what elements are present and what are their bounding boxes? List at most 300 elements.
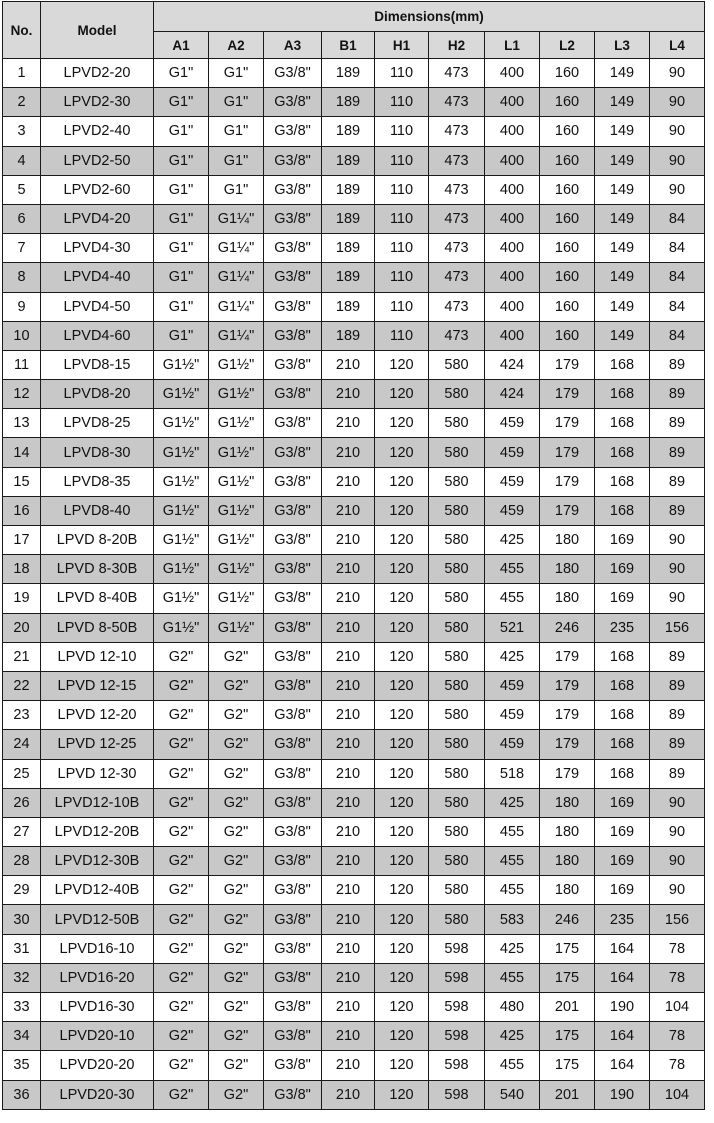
cell-a2: G1½" — [209, 496, 264, 525]
cell-l3: 164 — [595, 1022, 650, 1051]
cell-h1: 120 — [375, 438, 429, 467]
cell-a3: G3/8" — [264, 671, 322, 700]
table-row — [3, 993, 705, 1022]
cell-model: LPVD12-30B — [41, 847, 154, 876]
cell-l2: 180 — [540, 788, 595, 817]
cell-h1: 120 — [375, 380, 429, 409]
cell-l3: 168 — [595, 438, 650, 467]
cell-h1: 120 — [375, 876, 429, 905]
table-row — [3, 934, 705, 963]
cell-no: 28 — [3, 847, 41, 876]
cell-l1: 455 — [485, 847, 540, 876]
cell-l3: 168 — [595, 642, 650, 671]
cell-a2: G2" — [209, 759, 264, 788]
cell-l2: 160 — [540, 234, 595, 263]
cell-b1: 210 — [322, 847, 375, 876]
cell-b1: 210 — [322, 817, 375, 846]
cell-no: 34 — [3, 1022, 41, 1051]
cell-model: LPVD12-50B — [41, 905, 154, 934]
cell-l4: 90 — [650, 555, 705, 584]
cell-l1: 400 — [485, 146, 540, 175]
cell-no: 11 — [3, 350, 41, 379]
cell-a2: G2" — [209, 671, 264, 700]
cell-a3: G3/8" — [264, 117, 322, 146]
cell-l1: 459 — [485, 496, 540, 525]
cell-a3: G3/8" — [264, 292, 322, 321]
cell-no: 26 — [3, 788, 41, 817]
cell-l4: 90 — [650, 817, 705, 846]
cell-b1: 210 — [322, 380, 375, 409]
cell-l1: 400 — [485, 292, 540, 321]
cell-a1: G2" — [154, 1051, 209, 1080]
cell-a2: G2" — [209, 701, 264, 730]
cell-l1: 425 — [485, 642, 540, 671]
cell-l4: 89 — [650, 642, 705, 671]
header-a3: A3 — [264, 32, 322, 59]
cell-a2: G2" — [209, 642, 264, 671]
cell-a2: G1" — [209, 88, 264, 117]
cell-b1: 210 — [322, 438, 375, 467]
table-row — [3, 526, 705, 555]
cell-no: 18 — [3, 555, 41, 584]
cell-l1: 400 — [485, 175, 540, 204]
cell-l1: 425 — [485, 526, 540, 555]
cell-model: LPVD 12-10 — [41, 642, 154, 671]
cell-h1: 120 — [375, 409, 429, 438]
header-model: Model — [41, 2, 154, 59]
cell-l2: 179 — [540, 496, 595, 525]
cell-h1: 120 — [375, 526, 429, 555]
cell-l4: 156 — [650, 613, 705, 642]
cell-no: 1 — [3, 59, 41, 88]
cell-l1: 400 — [485, 204, 540, 233]
cell-l2: 179 — [540, 380, 595, 409]
cell-l3: 149 — [595, 292, 650, 321]
cell-l3: 168 — [595, 730, 650, 759]
cell-l3: 149 — [595, 321, 650, 350]
table-row — [3, 380, 705, 409]
cell-no: 8 — [3, 263, 41, 292]
cell-a3: G3/8" — [264, 993, 322, 1022]
cell-l4: 89 — [650, 438, 705, 467]
cell-l1: 521 — [485, 613, 540, 642]
cell-a2: G2" — [209, 730, 264, 759]
cell-h1: 110 — [375, 117, 429, 146]
cell-h2: 580 — [429, 759, 485, 788]
cell-l3: 149 — [595, 234, 650, 263]
cell-l1: 400 — [485, 234, 540, 263]
cell-l4: 89 — [650, 350, 705, 379]
cell-no: 24 — [3, 730, 41, 759]
cell-a1: G2" — [154, 671, 209, 700]
cell-h1: 120 — [375, 759, 429, 788]
cell-a2: G2" — [209, 1051, 264, 1080]
cell-a3: G3/8" — [264, 496, 322, 525]
cell-a3: G3/8" — [264, 613, 322, 642]
cell-a3: G3/8" — [264, 350, 322, 379]
table-row — [3, 817, 705, 846]
cell-no: 33 — [3, 993, 41, 1022]
cell-a2: G1½" — [209, 526, 264, 555]
cell-l2: 175 — [540, 1051, 595, 1080]
cell-a2: G2" — [209, 817, 264, 846]
cell-l4: 84 — [650, 292, 705, 321]
header-b1: B1 — [322, 32, 375, 59]
header-l2: L2 — [540, 32, 595, 59]
cell-l4: 89 — [650, 380, 705, 409]
cell-l4: 89 — [650, 730, 705, 759]
cell-a1: G1" — [154, 175, 209, 204]
cell-model: LPVD 12-15 — [41, 671, 154, 700]
cell-h2: 580 — [429, 380, 485, 409]
cell-model: LPVD2-30 — [41, 88, 154, 117]
cell-a3: G3/8" — [264, 817, 322, 846]
cell-b1: 210 — [322, 671, 375, 700]
table-body — [3, 59, 705, 1110]
cell-a1: G1" — [154, 146, 209, 175]
cell-l3: 149 — [595, 204, 650, 233]
cell-a1: G2" — [154, 788, 209, 817]
cell-h1: 110 — [375, 146, 429, 175]
header-l4: L4 — [650, 32, 705, 59]
cell-model: LPVD8-20 — [41, 380, 154, 409]
cell-a1: G2" — [154, 847, 209, 876]
cell-l2: 179 — [540, 438, 595, 467]
cell-l3: 235 — [595, 905, 650, 934]
cell-a1: G1½" — [154, 438, 209, 467]
cell-l2: 160 — [540, 204, 595, 233]
cell-a2: G2" — [209, 788, 264, 817]
cell-b1: 189 — [322, 175, 375, 204]
cell-a2: G1" — [209, 59, 264, 88]
cell-l4: 90 — [650, 117, 705, 146]
cell-l2: 160 — [540, 59, 595, 88]
cell-b1: 189 — [322, 234, 375, 263]
cell-l4: 89 — [650, 671, 705, 700]
cell-h1: 120 — [375, 555, 429, 584]
cell-a2: G1" — [209, 117, 264, 146]
cell-l3: 164 — [595, 963, 650, 992]
cell-l4: 90 — [650, 847, 705, 876]
cell-no: 23 — [3, 701, 41, 730]
cell-l3: 235 — [595, 613, 650, 642]
cell-l2: 201 — [540, 1080, 595, 1109]
cell-h1: 120 — [375, 701, 429, 730]
table-row — [3, 730, 705, 759]
cell-model: LPVD16-10 — [41, 934, 154, 963]
cell-a3: G3/8" — [264, 934, 322, 963]
cell-l4: 84 — [650, 234, 705, 263]
cell-model: LPVD 12-25 — [41, 730, 154, 759]
cell-l1: 459 — [485, 409, 540, 438]
cell-l4: 90 — [650, 526, 705, 555]
cell-h1: 120 — [375, 1022, 429, 1051]
cell-a1: G2" — [154, 905, 209, 934]
cell-l2: 179 — [540, 730, 595, 759]
cell-h1: 110 — [375, 292, 429, 321]
cell-l4: 89 — [650, 409, 705, 438]
cell-l3: 168 — [595, 496, 650, 525]
cell-h1: 110 — [375, 59, 429, 88]
cell-l2: 179 — [540, 467, 595, 496]
cell-h2: 598 — [429, 1051, 485, 1080]
cell-a3: G3/8" — [264, 321, 322, 350]
cell-l2: 175 — [540, 934, 595, 963]
cell-l1: 400 — [485, 263, 540, 292]
cell-l4: 90 — [650, 876, 705, 905]
cell-a2: G2" — [209, 934, 264, 963]
table-row — [3, 701, 705, 730]
cell-b1: 189 — [322, 263, 375, 292]
cell-model: LPVD8-40 — [41, 496, 154, 525]
cell-no: 21 — [3, 642, 41, 671]
table-row — [3, 234, 705, 263]
cell-no: 3 — [3, 117, 41, 146]
cell-h1: 120 — [375, 613, 429, 642]
cell-a1: G1" — [154, 321, 209, 350]
cell-l1: 455 — [485, 555, 540, 584]
table-row — [3, 963, 705, 992]
cell-l3: 149 — [595, 88, 650, 117]
cell-a2: G2" — [209, 1022, 264, 1051]
cell-h1: 120 — [375, 496, 429, 525]
cell-a3: G3/8" — [264, 642, 322, 671]
cell-a1: G1½" — [154, 496, 209, 525]
cell-l3: 169 — [595, 817, 650, 846]
cell-model: LPVD4-30 — [41, 234, 154, 263]
cell-a1: G2" — [154, 1022, 209, 1051]
cell-a2: G1" — [209, 175, 264, 204]
cell-h1: 120 — [375, 350, 429, 379]
cell-b1: 210 — [322, 642, 375, 671]
cell-a2: G1½" — [209, 613, 264, 642]
table-row — [3, 146, 705, 175]
cell-b1: 210 — [322, 526, 375, 555]
cell-b1: 210 — [322, 934, 375, 963]
cell-l3: 168 — [595, 759, 650, 788]
cell-a1: G2" — [154, 963, 209, 992]
cell-a1: G1½" — [154, 409, 209, 438]
cell-model: LPVD12-40B — [41, 876, 154, 905]
cell-h2: 580 — [429, 409, 485, 438]
cell-a2: G1½" — [209, 467, 264, 496]
cell-a2: G1½" — [209, 584, 264, 613]
cell-l3: 164 — [595, 1051, 650, 1080]
cell-a3: G3/8" — [264, 1051, 322, 1080]
cell-b1: 210 — [322, 905, 375, 934]
cell-a2: G1¼" — [209, 263, 264, 292]
cell-h1: 120 — [375, 934, 429, 963]
cell-a2: G1½" — [209, 380, 264, 409]
cell-a3: G3/8" — [264, 175, 322, 204]
cell-l1: 400 — [485, 88, 540, 117]
table-row — [3, 905, 705, 934]
header-l1: L1 — [485, 32, 540, 59]
cell-a1: G2" — [154, 993, 209, 1022]
table-row — [3, 788, 705, 817]
cell-a1: G1½" — [154, 555, 209, 584]
cell-l3: 190 — [595, 1080, 650, 1109]
cell-a2: G1½" — [209, 438, 264, 467]
cell-a2: G2" — [209, 963, 264, 992]
cell-h2: 473 — [429, 88, 485, 117]
cell-l4: 89 — [650, 467, 705, 496]
cell-b1: 210 — [322, 467, 375, 496]
cell-no: 25 — [3, 759, 41, 788]
header-dimensions: Dimensions(mm) — [154, 2, 705, 32]
cell-no: 13 — [3, 409, 41, 438]
table-row — [3, 59, 705, 88]
cell-h1: 120 — [375, 730, 429, 759]
cell-l4: 78 — [650, 934, 705, 963]
cell-h1: 110 — [375, 263, 429, 292]
cell-l4: 104 — [650, 993, 705, 1022]
cell-l1: 583 — [485, 905, 540, 934]
cell-model: LPVD 12-30 — [41, 759, 154, 788]
table-row — [3, 204, 705, 233]
cell-model: LPVD2-20 — [41, 59, 154, 88]
cell-model: LPVD20-10 — [41, 1022, 154, 1051]
cell-l1: 455 — [485, 963, 540, 992]
cell-no: 4 — [3, 146, 41, 175]
cell-l2: 160 — [540, 321, 595, 350]
cell-a3: G3/8" — [264, 876, 322, 905]
table-row — [3, 438, 705, 467]
cell-a3: G3/8" — [264, 380, 322, 409]
cell-l4: 89 — [650, 759, 705, 788]
cell-b1: 189 — [322, 59, 375, 88]
cell-l2: 160 — [540, 88, 595, 117]
cell-a1: G1" — [154, 117, 209, 146]
cell-l2: 246 — [540, 613, 595, 642]
cell-a3: G3/8" — [264, 409, 322, 438]
cell-l3: 149 — [595, 175, 650, 204]
table-row — [3, 613, 705, 642]
cell-a2: G2" — [209, 847, 264, 876]
cell-l1: 540 — [485, 1080, 540, 1109]
cell-no: 10 — [3, 321, 41, 350]
cell-no: 16 — [3, 496, 41, 525]
cell-no: 2 — [3, 88, 41, 117]
cell-h1: 110 — [375, 204, 429, 233]
cell-l2: 160 — [540, 146, 595, 175]
cell-l1: 459 — [485, 438, 540, 467]
cell-no: 14 — [3, 438, 41, 467]
cell-a1: G2" — [154, 1080, 209, 1109]
cell-a3: G3/8" — [264, 234, 322, 263]
cell-h2: 580 — [429, 438, 485, 467]
cell-a1: G2" — [154, 701, 209, 730]
cell-l3: 169 — [595, 584, 650, 613]
cell-a1: G1" — [154, 234, 209, 263]
cell-model: LPVD4-40 — [41, 263, 154, 292]
cell-h1: 110 — [375, 321, 429, 350]
cell-model: LPVD8-15 — [41, 350, 154, 379]
cell-l1: 459 — [485, 671, 540, 700]
cell-l4: 89 — [650, 496, 705, 525]
table-header — [3, 2, 705, 59]
cell-l4: 78 — [650, 1051, 705, 1080]
table-row — [3, 496, 705, 525]
cell-model: LPVD 8-20B — [41, 526, 154, 555]
cell-l4: 90 — [650, 175, 705, 204]
cell-no: 19 — [3, 584, 41, 613]
cell-h1: 120 — [375, 467, 429, 496]
cell-b1: 210 — [322, 613, 375, 642]
table-row — [3, 1080, 705, 1109]
cell-a3: G3/8" — [264, 263, 322, 292]
cell-model: LPVD2-60 — [41, 175, 154, 204]
cell-b1: 210 — [322, 730, 375, 759]
cell-no: 36 — [3, 1080, 41, 1109]
cell-l1: 459 — [485, 467, 540, 496]
cell-a3: G3/8" — [264, 438, 322, 467]
cell-l3: 168 — [595, 671, 650, 700]
cell-b1: 189 — [322, 146, 375, 175]
cell-model: LPVD4-60 — [41, 321, 154, 350]
header-h1: H1 — [375, 32, 429, 59]
cell-a3: G3/8" — [264, 788, 322, 817]
cell-h2: 580 — [429, 526, 485, 555]
cell-a3: G3/8" — [264, 701, 322, 730]
cell-h2: 580 — [429, 613, 485, 642]
cell-h1: 120 — [375, 817, 429, 846]
cell-l3: 164 — [595, 934, 650, 963]
cell-h2: 598 — [429, 934, 485, 963]
cell-l2: 180 — [540, 555, 595, 584]
cell-model: LPVD 8-30B — [41, 555, 154, 584]
cell-a2: G2" — [209, 876, 264, 905]
cell-no: 35 — [3, 1051, 41, 1080]
cell-model: LPVD8-35 — [41, 467, 154, 496]
cell-h1: 120 — [375, 788, 429, 817]
cell-l1: 455 — [485, 1051, 540, 1080]
cell-l4: 90 — [650, 788, 705, 817]
cell-l1: 424 — [485, 350, 540, 379]
cell-h1: 120 — [375, 993, 429, 1022]
table-row — [3, 1022, 705, 1051]
table-row — [3, 467, 705, 496]
cell-a3: G3/8" — [264, 1080, 322, 1109]
table-row — [3, 555, 705, 584]
cell-l1: 455 — [485, 584, 540, 613]
table-row — [3, 263, 705, 292]
cell-l3: 149 — [595, 146, 650, 175]
table-row — [3, 409, 705, 438]
cell-l3: 169 — [595, 788, 650, 817]
cell-h2: 473 — [429, 204, 485, 233]
cell-a3: G3/8" — [264, 204, 322, 233]
cell-b1: 210 — [322, 1080, 375, 1109]
cell-a3: G3/8" — [264, 526, 322, 555]
cell-h2: 473 — [429, 234, 485, 263]
cell-a1: G1" — [154, 263, 209, 292]
cell-h1: 120 — [375, 905, 429, 934]
table-row — [3, 759, 705, 788]
cell-l3: 149 — [595, 117, 650, 146]
cell-l3: 169 — [595, 876, 650, 905]
cell-h2: 473 — [429, 117, 485, 146]
cell-l1: 425 — [485, 788, 540, 817]
cell-l2: 175 — [540, 1022, 595, 1051]
cell-b1: 210 — [322, 788, 375, 817]
cell-l2: 180 — [540, 584, 595, 613]
cell-b1: 210 — [322, 1051, 375, 1080]
cell-b1: 189 — [322, 321, 375, 350]
cell-h2: 580 — [429, 467, 485, 496]
cell-a1: G1" — [154, 292, 209, 321]
cell-h1: 120 — [375, 1051, 429, 1080]
